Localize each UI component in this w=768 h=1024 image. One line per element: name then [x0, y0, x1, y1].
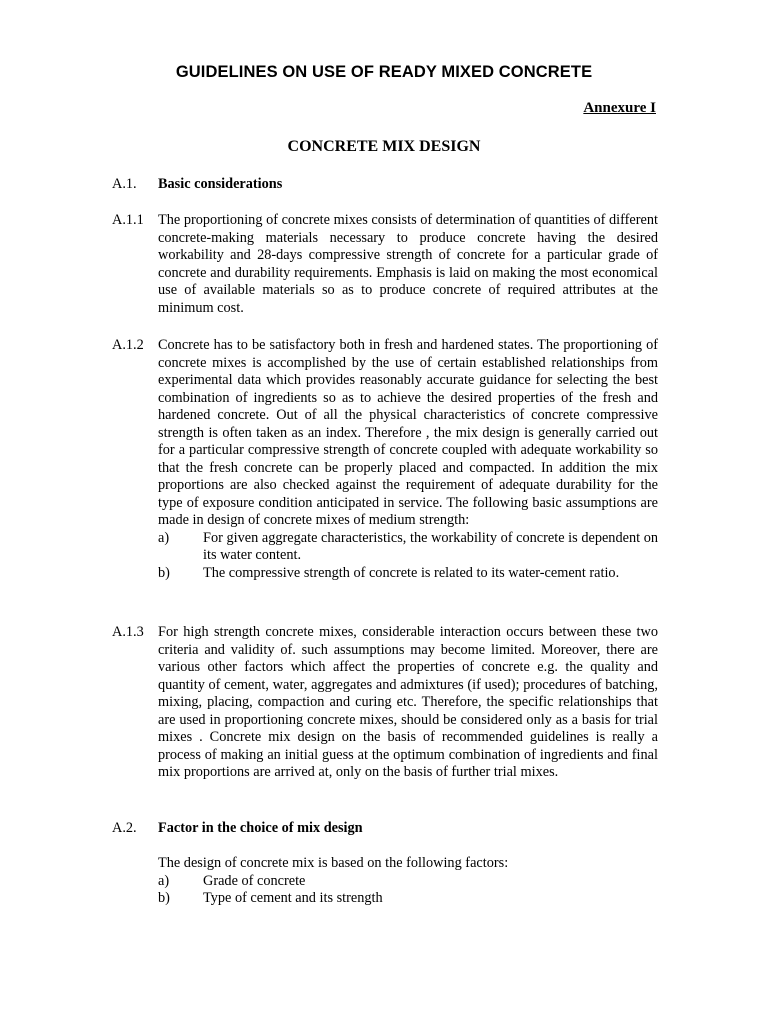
list-marker: a) [158, 872, 170, 889]
paragraph: For high strength concrete mixes, considerable interaction occurs between these two criteria and validity of. such assumptions may become limited. Moreover, there are various other factors which affect the properties of concrete e.g. the quality and quantity of cement, water, aggregates and admixtures (if used); procedures of batching, mixing, placing, compaction and curing etc. Therefore, the specific relationships that are used in proportioning concrete mixes, should be considered only as a basis for trial mixes . Concrete mix design on the basis of recommended guidelines is really a process of making an initial guess at the optimum combination of ingredients and final mix proportions are arrived at, only on the basis of further trial mixes. [158, 624, 658, 780]
section-heading: Factor in the choice of mix design [158, 820, 363, 836]
paragraph [158, 337, 658, 582]
list-marker: b) [158, 890, 170, 906]
list-marker: a) [158, 529, 170, 546]
section-a1-1 [112, 212, 658, 317]
section-heading: Basic considerations [158, 176, 283, 192]
section-a2 [112, 820, 658, 838]
list-item-text: Grade of concrete [203, 872, 306, 889]
list-item [158, 565, 658, 583]
section-number: A.1.3 [112, 624, 144, 640]
paragraph [158, 855, 658, 908]
section-a1 [112, 176, 658, 194]
list-marker: b) [158, 564, 170, 581]
list-item [158, 530, 658, 565]
section-a1-3 [112, 624, 658, 782]
list-item [158, 873, 658, 891]
section-title: CONCRETE MIX DESIGN [287, 138, 481, 155]
list-item [158, 890, 658, 908]
section-a2-factors [112, 855, 658, 908]
list-item-text: The compressive strength of concrete is related to its water-cement ratio. [203, 564, 620, 581]
paragraph: The proportioning of concrete mixes consists of determination of quantities of different concrete-making materials necessary to produce concrete having the desired workability and 28-days compressive strength of concrete for a particular grade of concrete and durability requirements. Emphasis is laid on making the most economical use of available materials so as to produce concrete of required attributes at the minimum cost. [158, 212, 658, 316]
paragraph-text: Concrete has to be satisfactory both in fresh and hardened states. The proportioning of concrete mixes is accomplished by the use of certain established relationships from experimental data which provides reasonably accurate guidance for selecting the best combination of ingredients so as to achieve the desired properties of the fresh and hardened concrete. Out of all the physical characteristics of concrete compressive strength is often taken as an index. Therefore , the mix design is generally carried out for a particular compressive strength of concrete coupled with adequate workability so that the fresh concrete can be properly placed and compacted. In addition the mix proportions are also checked against the requirement of adequate durability for the type of exposure condition anticipated in service. The following basic assumptions are made in design of concrete mixes of medium strength: [158, 337, 658, 528]
section-number: A.1.1 [112, 212, 144, 228]
section-number: A.2. [112, 820, 137, 836]
list-item-text: Type of cement and its strength [203, 890, 383, 906]
document-title: GUIDELINES ON USE OF READY MIXED CONCRETE [175, 63, 593, 81]
section-a1-2 [112, 337, 658, 582]
annexure-label: Annexure I [583, 100, 656, 116]
list-item-text: For given aggregate characteristics, the workability of concrete is dependent on its water content. [203, 529, 658, 563]
section-number: A.1. [112, 176, 137, 192]
paragraph-text: The design of concrete mix is based on the following factors: [158, 855, 509, 871]
section-number: A.1.2 [112, 337, 144, 353]
